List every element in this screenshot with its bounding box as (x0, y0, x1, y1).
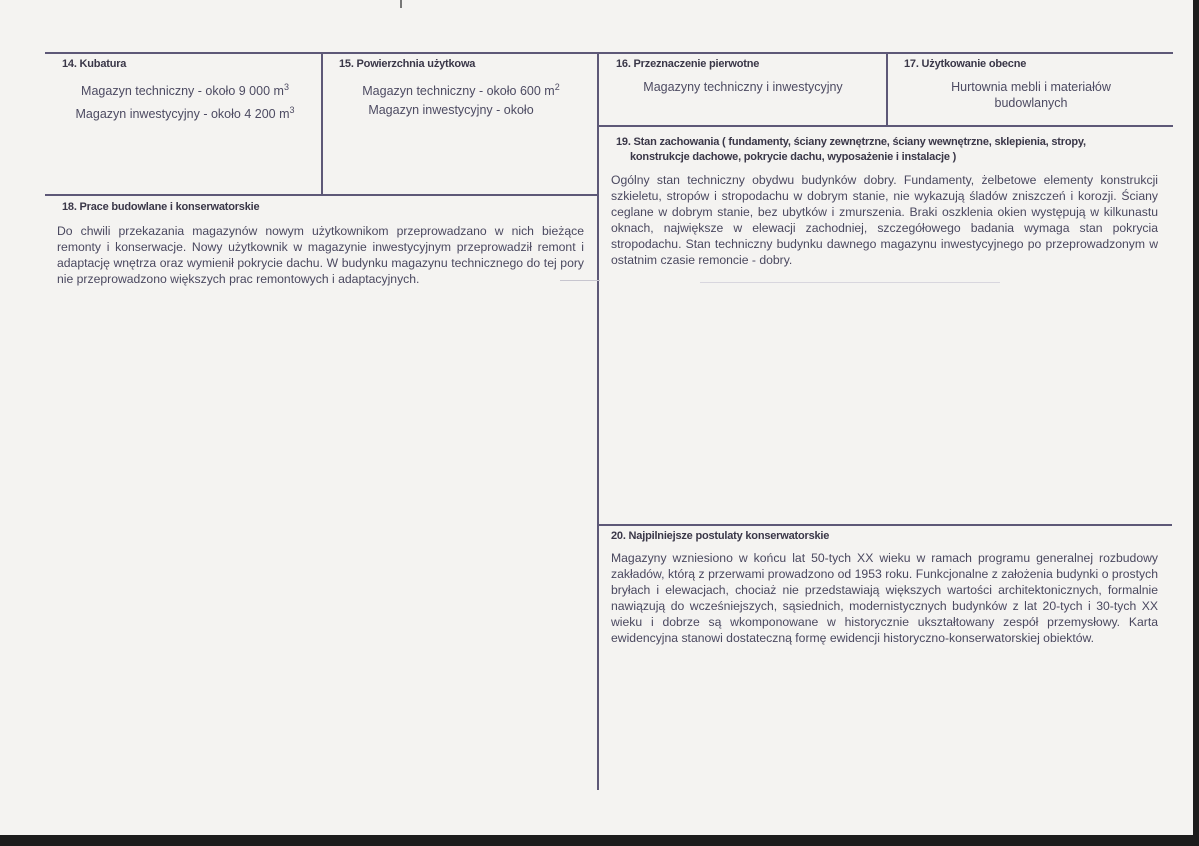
section-19-header-line-1: 19. Stan zachowania ( fundamenty, ściany zewnętrzne, ściany wewnętrzne, sklepienia, stropy, (616, 136, 1086, 148)
scan-artifact (400, 0, 402, 8)
section-15-value-1: Magazyn techniczny - około 600 $m^2$ (362, 82, 560, 98)
rule-above-19 (598, 125, 1173, 127)
section-15-header: 15. Powierzchnia użytkowa (339, 58, 476, 70)
section-15-value-2: Magazyn inwestycyjny - około (368, 103, 534, 117)
section-19-text: Ogólny stan techniczny obydwu budynków dobry. Fundamenty, żelbetowe elementy konstrukcji szkieletu, stropów i stropodachu w dobrym stanie, nie wykazują śladów zniszczeń i korozji. Ściany ceglane w dobrym stanie, bez ubytków i zmurszenia. Braki oszklenia okien występują w kilkunastu oknach, największe w elewacji zachodniej, szczegółowego badania wymaga stan pokrycia stropodachu. Stan techniczny budynku dawnego magazynu inwestycyjnego po przeprowadzonym w ostatnim czasie remoncie - dobry. (611, 173, 1158, 267)
section-19-header-line-2: konstrukcje dachowe, pokrycie dachu, wyposażenie i instalacje ) (630, 151, 957, 163)
scan-artifact (700, 282, 1000, 283)
rule-above-20 (598, 524, 1172, 526)
section-17-value-1: Hurtownia mebli i materiałów (951, 80, 1111, 94)
section-14-value-2: Magazyn inwestycyjny - około 4 200 $m^3$ (75, 105, 295, 121)
divider-left-right (597, 53, 599, 790)
section-16-value: Magazyny techniczny i inwestycyjny (643, 80, 843, 94)
divider-14-15 (321, 53, 323, 195)
section-18-text: Do chwili przekazania magazynów nowym użytkownikom przeprowadzano w nich bieżące remonty i konserwacje. Nowy użytkownik w magazynie inwestycyjnym przeprowadził remont i adaptację wnętrza oraz wymienił pokrycie dachu. W budynku magazynu technicznego do tej pory nie przeprowadzono większych prac remontowych i adaptacyjnych. (57, 224, 584, 286)
section-20-text: Magazyny wzniesiono w końcu lat 50-tych XX wieku w ramach programu generalnej rozbudowy zakładów, którą z przerwami prowadzono od 1953 roku. Funkcjonalne z założenia budynki o prostych bryłach i elewacjach, chociaż nie przedstawiają większych wartości architektonicznych, formalnie nawiązują do wcześniejszych, sąsiednich, modernistycznych budynków z lat 20-tych i 30-tych XX wieku i dobrze są wkomponowane w historycznie ukształtowany zespół przemysłowy. Karta ewidencyjna stanowi dostateczną formę ewidencji historyczno-konserwatorskiej obiektów. (611, 551, 1158, 645)
section-17-header: 17. Użytkowanie obecne (904, 58, 1027, 70)
section-14-header: 14. Kubatura (62, 58, 127, 70)
rule-above-18 (45, 194, 598, 196)
section-20-header: 20. Najpilniejsze postulaty konserwatorskie (611, 530, 830, 542)
divider-16-17 (886, 53, 888, 126)
section-17-value-2: budowlanych (994, 96, 1068, 110)
section-14-value-1: Magazyn techniczny - około 9 000 $m^3$ (81, 82, 289, 98)
top-rule (45, 52, 1173, 54)
section-16-header: 16. Przeznaczenie pierwotne (616, 58, 760, 70)
section-18-header: 18. Prace budowlane i konserwatorskie (62, 201, 260, 213)
